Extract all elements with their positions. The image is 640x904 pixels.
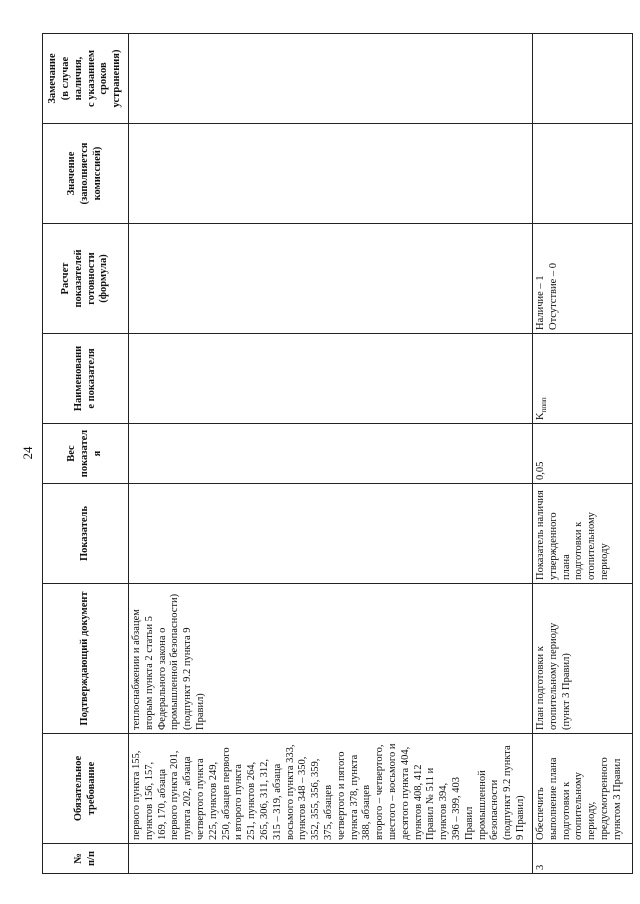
- header-formula: Расчет показателей готовности (формула): [43, 224, 129, 334]
- cell-document: План подготовки к отопительному периоду (пункт 3 Правил): [533, 584, 633, 734]
- readiness-table: [42, 33, 633, 874]
- header-indicator: Показатель: [43, 484, 129, 584]
- rotated-table-container: [42, 34, 632, 874]
- cell-remark: [533, 34, 633, 124]
- cell-formula: [129, 224, 533, 334]
- header-weight: Вес показателя: [43, 424, 129, 484]
- indicator-symbol: K: [535, 412, 546, 420]
- cell-indicator-name: [533, 334, 633, 424]
- cell-indicator: [129, 484, 533, 584]
- cell-indicator-name: [129, 334, 533, 424]
- header-indicator-name: Наименовани е показателя: [43, 334, 129, 424]
- header-num: № п/п: [43, 844, 129, 874]
- cell-remark: [129, 34, 533, 124]
- page-number: 24: [20, 446, 35, 460]
- table-row: [129, 34, 533, 874]
- cell-num: [129, 844, 533, 874]
- header-value: Значение (заполняется комиссией): [43, 124, 129, 224]
- table-header-row: [43, 34, 129, 874]
- indicator-subscript: пппп: [540, 397, 549, 413]
- cell-requirement: первого пункта 155, пунктов 156, 157, 169, 170, абзаца первого пункта 201, пункта 202, абзаца четвертого пункта 225, пунктов 249, 250, абзацев первого и второго пункта 251, пунктов 264, 265, 306, 311, 312, 315 – 319, абзаца восьмого пункта 333, пунктов 348 – 350, 352, 355, 356, 359, 375, абзацев четвертого и пятого пункта 378, пункта 388, абзацев второго – четвертого, шестого – восьмого и десятого пункта 404, пунктов 408, 412 Правил № 511 и пунктов 394, 396 – 399, 403 Правил промышленной безопасности (подпункт 9.2 пункта 9 Правил): [129, 734, 533, 844]
- cell-num: 3: [533, 844, 633, 874]
- cell-requirement: Обеспечить выполнение плана подготовки к отопительному периоду, предусмотренного пунктом 3 Правил: [533, 734, 633, 844]
- header-remark: Замечание (в случае наличия, с указанием сроков устранения): [43, 34, 129, 124]
- cell-formula: Наличие – 1 Отсутствие – 0: [533, 224, 633, 334]
- header-requirement: Обязательное требование: [43, 734, 129, 844]
- cell-value: [129, 124, 533, 224]
- cell-weight: [129, 424, 533, 484]
- cell-indicator: Показатель наличия утвержденного плана подготовки к отопительному периоду: [533, 484, 633, 584]
- table-row: [533, 34, 633, 874]
- header-document: Подтверждающий документ: [43, 584, 129, 734]
- cell-weight: 0,05: [533, 424, 633, 484]
- cell-document: теплоснабжении и абзацем вторым пункта 2 статьи 5 Федерального закона о промышленной безопасности) (подпункт 9.2 пункта 9 Правил): [129, 584, 533, 734]
- cell-value: [533, 124, 633, 224]
